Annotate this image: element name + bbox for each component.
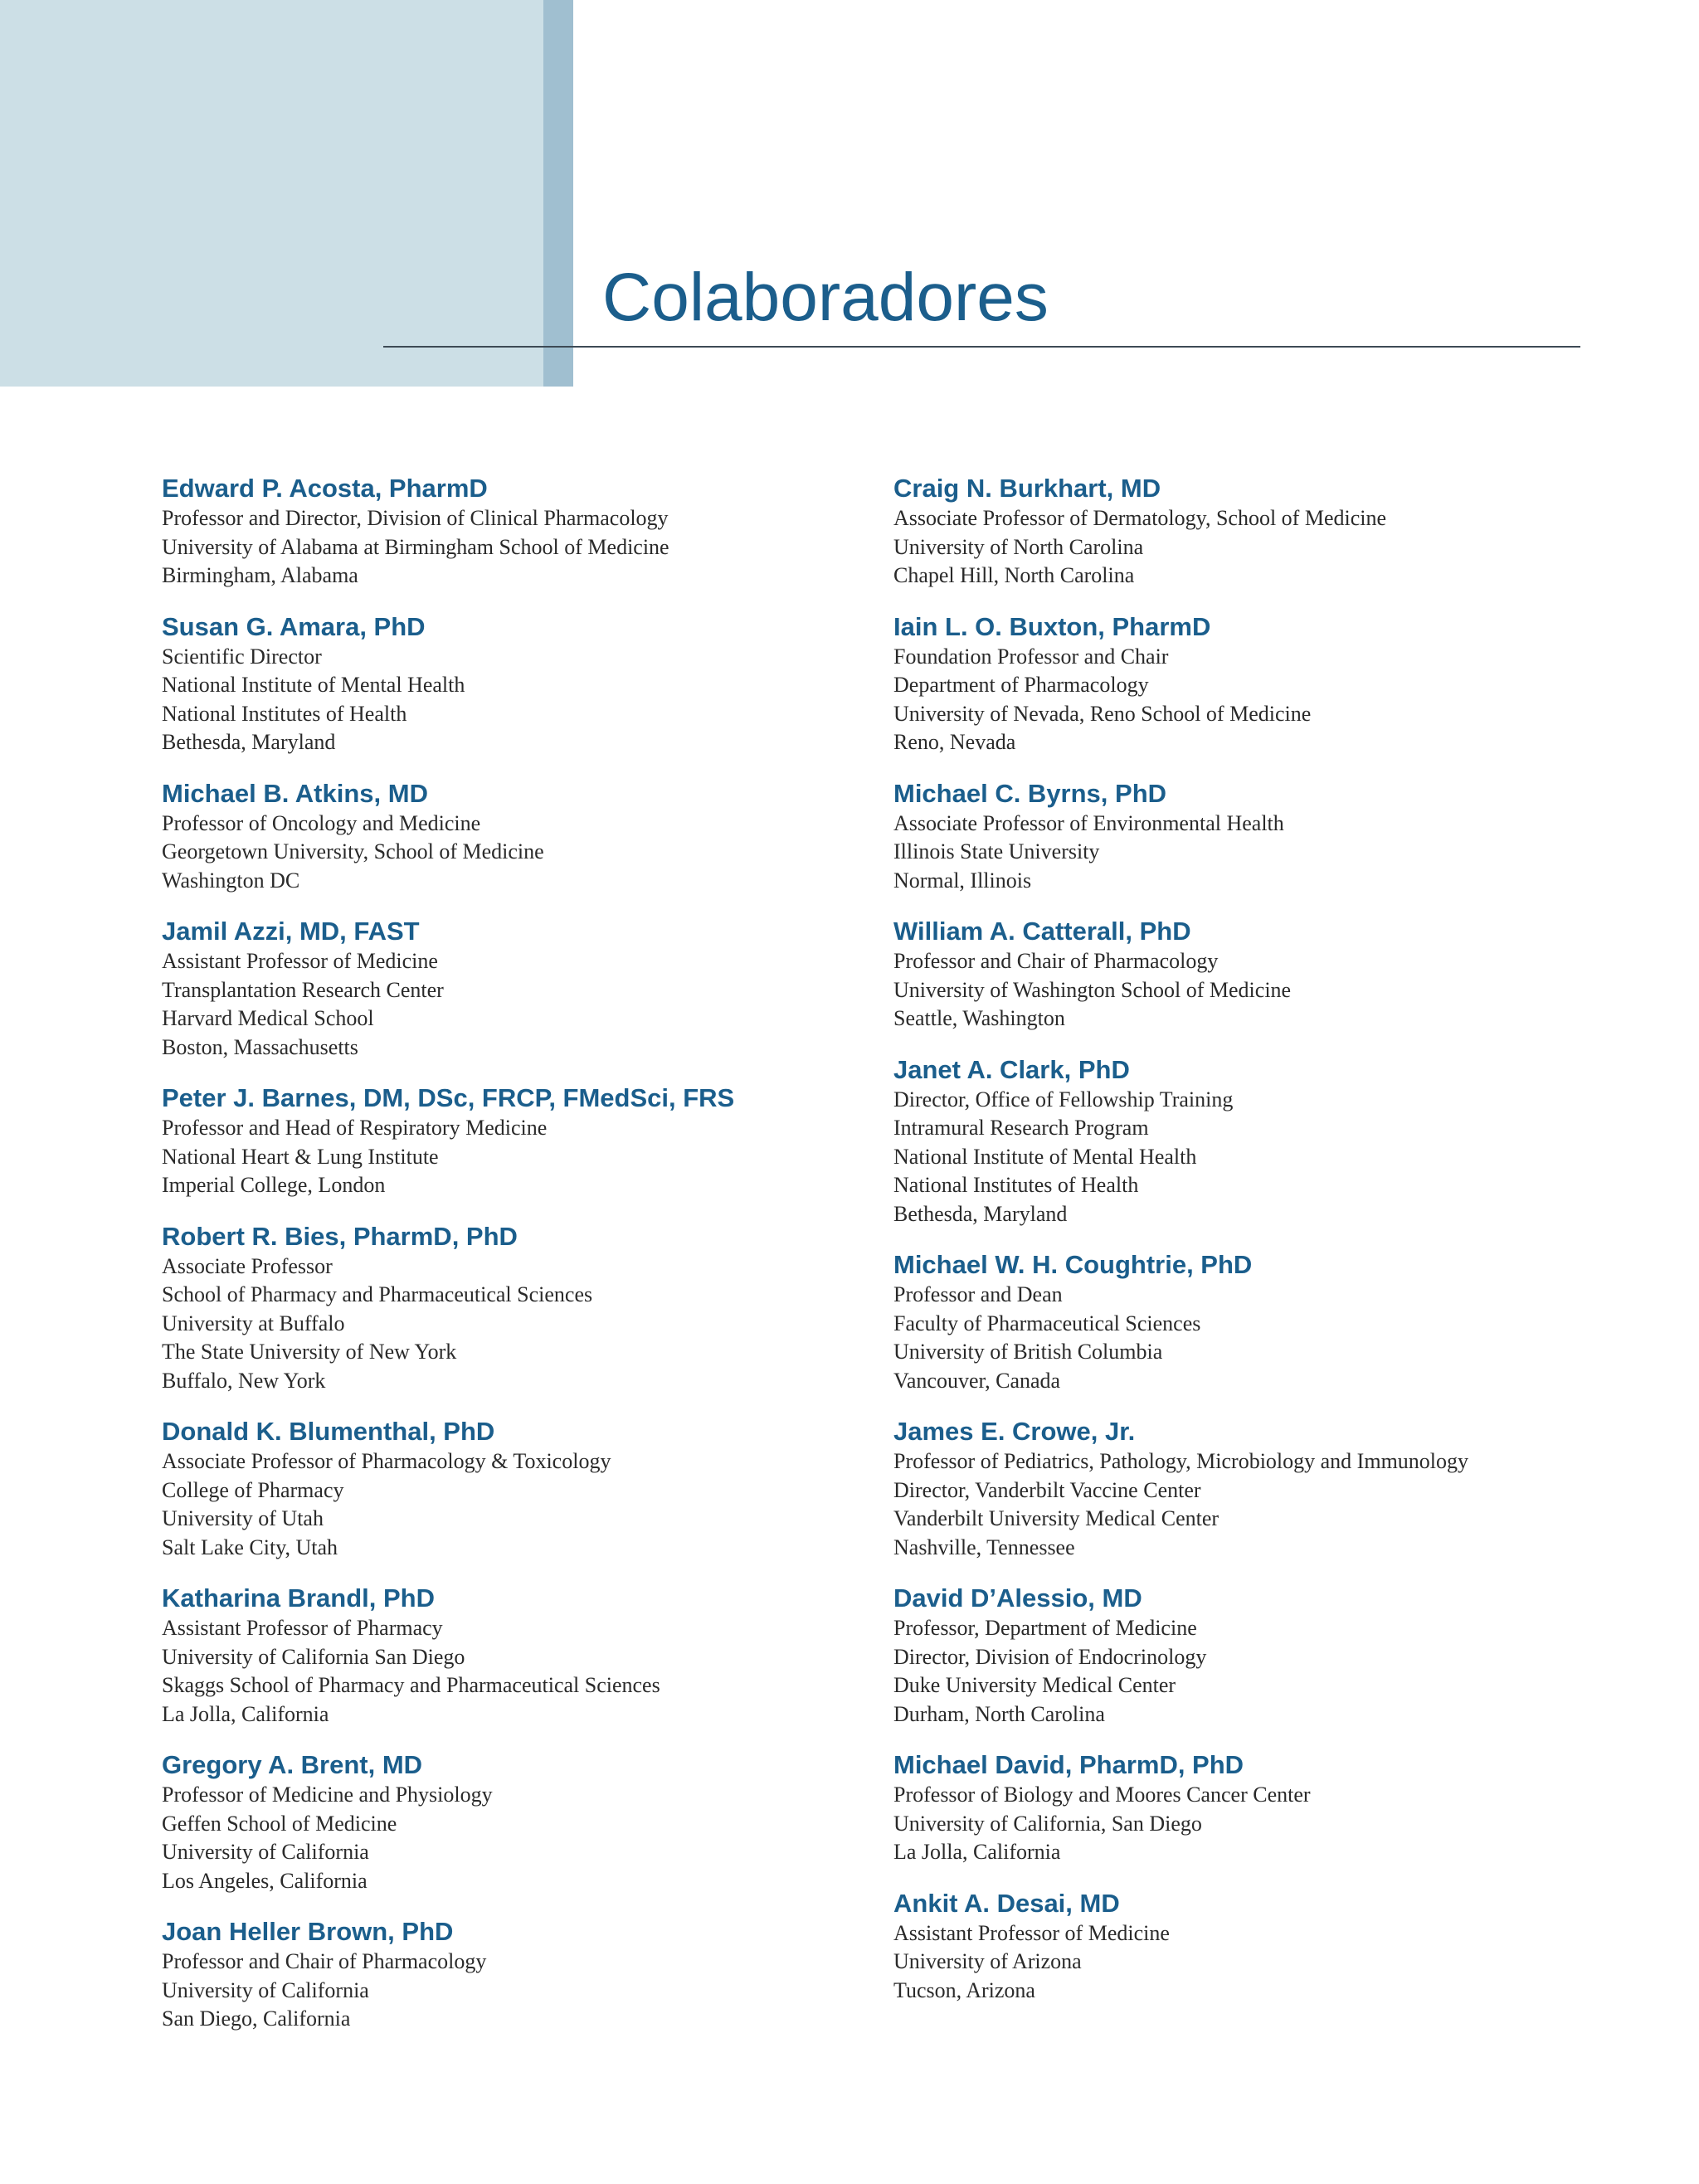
affiliation-line: Birmingham, Alabama xyxy=(162,563,358,587)
affiliation-line: Reno, Nevada xyxy=(893,730,1016,754)
contributor-entry xyxy=(893,1888,1615,2006)
affiliation-line: La Jolla, California xyxy=(893,1840,1061,1864)
contributor-name: James E. Crowe, Jr. xyxy=(893,1417,1136,1446)
affiliation-line: National Institute of Mental Health xyxy=(893,1144,1197,1169)
affiliation-line: Salt Lake City, Utah xyxy=(162,1535,338,1559)
affiliation-line: National Institute of Mental Health xyxy=(162,673,465,697)
affiliation-line: Imperial College, London xyxy=(162,1173,386,1197)
affiliation-line: Associate Professor of Dermatology, School of Medicine xyxy=(893,506,1387,530)
contributor-name: Peter J. Barnes, DM, DSc, FRCP, FMedSci, FRS xyxy=(162,1083,735,1112)
affiliation-line: Associate Professor of Pharmacology & Toxicology xyxy=(162,1449,611,1473)
affiliation-line: Professor of Biology and Moores Cancer Center xyxy=(893,1783,1311,1807)
contributor-name: William A. Catterall, PhD xyxy=(893,917,1191,946)
affiliation-line: Harvard Medical School xyxy=(162,1006,374,1030)
affiliation-line: University of Washington School of Medicine xyxy=(893,977,1292,1002)
contributor-name: Joan Heller Brown, PhD xyxy=(162,1917,454,1946)
contributor-name: Gregory A. Brent, MD xyxy=(162,1750,423,1779)
affiliation-line: The State University of New York xyxy=(162,1340,457,1364)
contributor-entry xyxy=(893,1583,1615,1729)
contributor-name: Michael W. H. Coughtrie, PhD xyxy=(893,1250,1253,1279)
affiliation-line: Professor of Oncology and Medicine xyxy=(162,810,481,835)
contributors-left-column xyxy=(162,473,859,2055)
contributor-entry xyxy=(162,778,859,896)
contributor-name: Edward P. Acosta, PharmD xyxy=(162,474,488,503)
affiliation-line: Professor of Pediatrics, Pathology, Microbiology and Immunology xyxy=(893,1449,1469,1473)
affiliation-line: Associate Professor xyxy=(162,1253,333,1278)
affiliation-line: Assistant Professor of Medicine xyxy=(893,1920,1170,1945)
affiliation-line: Professor of Medicine and Physiology xyxy=(162,1783,493,1807)
affiliation-line: School of Pharmacy and Pharmaceutical Sciences xyxy=(162,1282,593,1306)
contributor-entry xyxy=(893,1054,1615,1229)
contributor-entry xyxy=(162,1749,859,1895)
affiliation-line: Normal, Illinois xyxy=(893,868,1032,893)
affiliation-line: University of California, San Diego xyxy=(893,1811,1202,1836)
contributor-entry xyxy=(162,1916,859,2034)
affiliation-line: Los Angeles, California xyxy=(162,1868,368,1893)
contributor-entry xyxy=(893,611,1615,757)
contributor-name: Michael B. Atkins, MD xyxy=(162,778,428,808)
contributor-name: Michael C. Byrns, PhD xyxy=(893,778,1167,808)
contributor-entry xyxy=(893,778,1615,896)
affiliation-line: San Diego, California xyxy=(162,2006,351,2031)
affiliation-line: Buffalo, New York xyxy=(162,1368,326,1393)
title-divider xyxy=(383,346,1580,348)
contributor-name: Iain L. O. Buxton, PharmD xyxy=(893,611,1211,641)
affiliation-line: Director, Vanderbilt Vaccine Center xyxy=(893,1477,1201,1502)
contributor-name: Donald K. Blumenthal, PhD xyxy=(162,1417,495,1446)
contributors-right-column xyxy=(893,473,1615,2026)
affiliation-line: Skaggs School of Pharmacy and Pharmaceutical Sciences xyxy=(162,1673,660,1697)
contributor-entry xyxy=(893,473,1615,591)
contributor-name: Jamil Azzi, MD, FAST xyxy=(162,917,420,946)
affiliation-line: Vanderbilt University Medical Center xyxy=(893,1506,1219,1530)
affiliation-line: Professor, Department of Medicine xyxy=(893,1616,1197,1640)
contributor-entry xyxy=(162,1082,859,1200)
contributor-entry xyxy=(162,611,859,757)
contributor-entry xyxy=(162,1583,859,1729)
affiliation-line: Vancouver, Canada xyxy=(893,1368,1061,1393)
contributor-entry xyxy=(162,1221,859,1396)
affiliation-line: Director, Office of Fellowship Training xyxy=(893,1087,1234,1111)
affiliation-line: Professor and Dean xyxy=(893,1282,1063,1306)
contributor-entry xyxy=(162,473,859,591)
affiliation-line: Geffen School of Medicine xyxy=(162,1811,397,1836)
affiliation-line: Professor and Chair of Pharmacology xyxy=(162,1949,487,1973)
affiliation-line: Assistant Professor of Pharmacy xyxy=(162,1616,443,1640)
affiliation-line: Illinois State University xyxy=(893,839,1100,863)
affiliation-line: University at Buffalo xyxy=(162,1311,345,1335)
affiliation-line: Duke University Medical Center xyxy=(893,1673,1176,1697)
affiliation-line: Durham, North Carolina xyxy=(893,1701,1105,1726)
affiliation-line: Professor and Head of Respiratory Medicine xyxy=(162,1116,548,1140)
affiliation-line: University of North Carolina xyxy=(893,534,1144,559)
affiliation-line: National Institutes of Health xyxy=(893,1173,1139,1197)
affiliation-line: Faculty of Pharmaceutical Sciences xyxy=(893,1311,1201,1335)
affiliation-line: La Jolla, California xyxy=(162,1701,329,1726)
affiliation-line: University of California xyxy=(162,1977,369,2002)
affiliation-line: Director, Division of Endocrinology xyxy=(893,1644,1207,1669)
contributor-entry xyxy=(162,1416,859,1562)
affiliation-line: Intramural Research Program xyxy=(893,1116,1149,1140)
header-decorative-block xyxy=(0,0,543,387)
affiliation-line: Boston, Massachusetts xyxy=(162,1034,358,1059)
affiliation-line: Foundation Professor and Chair xyxy=(893,644,1169,669)
affiliation-line: University of British Columbia xyxy=(893,1340,1163,1364)
affiliation-line: University of California xyxy=(162,1840,369,1864)
contributor-entry xyxy=(893,1249,1615,1395)
contributor-name: Susan G. Amara, PhD xyxy=(162,611,426,641)
contributor-name: Michael David, PharmD, PhD xyxy=(893,1750,1244,1779)
affiliation-line: Transplantation Research Center xyxy=(162,977,444,1002)
affiliation-line: Georgetown University, School of Medicine xyxy=(162,839,544,863)
affiliation-line: Bethesda, Maryland xyxy=(893,1201,1068,1226)
affiliation-line: University of Alabama at Birmingham School of Medicine xyxy=(162,534,669,559)
contributor-name: David D’Alessio, MD xyxy=(893,1583,1142,1612)
contributor-name: Janet A. Clark, PhD xyxy=(893,1054,1130,1084)
affiliation-line: Professor and Director, Division of Clinical Pharmacology xyxy=(162,506,669,530)
contributor-entry xyxy=(893,1749,1615,1867)
contributor-name: Katharina Brandl, PhD xyxy=(162,1583,435,1612)
contributor-entry xyxy=(893,916,1615,1034)
affiliation-line: University of Utah xyxy=(162,1506,324,1530)
affiliation-line: University of Arizona xyxy=(893,1949,1082,1973)
contributor-name: Craig N. Burkhart, MD xyxy=(893,474,1161,503)
affiliation-line: University of Nevada, Reno School of Medicine xyxy=(893,701,1312,726)
page-title: Colaboradores xyxy=(602,260,1049,335)
header-decorative-stripe xyxy=(543,0,573,387)
contributor-entry xyxy=(162,916,859,1062)
affiliation-line: National Heart & Lung Institute xyxy=(162,1144,439,1169)
affiliation-line: College of Pharmacy xyxy=(162,1477,344,1502)
contributor-name: Robert R. Bies, PharmD, PhD xyxy=(162,1221,518,1251)
affiliation-line: Nashville, Tennessee xyxy=(893,1535,1075,1559)
affiliation-line: Washington DC xyxy=(162,868,300,893)
affiliation-line: University of California San Diego xyxy=(162,1644,465,1669)
affiliation-line: Tucson, Arizona xyxy=(893,1977,1035,2002)
affiliation-line: Bethesda, Maryland xyxy=(162,730,336,754)
affiliation-line: Seattle, Washington xyxy=(893,1006,1065,1030)
affiliation-line: Department of Pharmacology xyxy=(893,673,1149,697)
affiliation-line: Associate Professor of Environmental Health xyxy=(893,810,1284,835)
affiliation-line: Assistant Professor of Medicine xyxy=(162,949,438,973)
affiliation-line: Professor and Chair of Pharmacology xyxy=(893,949,1219,973)
affiliation-line: Scientific Director xyxy=(162,644,322,669)
contributor-entry xyxy=(893,1416,1615,1562)
affiliation-line: National Institutes of Health xyxy=(162,701,407,726)
contributor-name: Ankit A. Desai, MD xyxy=(893,1888,1120,1918)
affiliation-line: Chapel Hill, North Carolina xyxy=(893,563,1135,587)
